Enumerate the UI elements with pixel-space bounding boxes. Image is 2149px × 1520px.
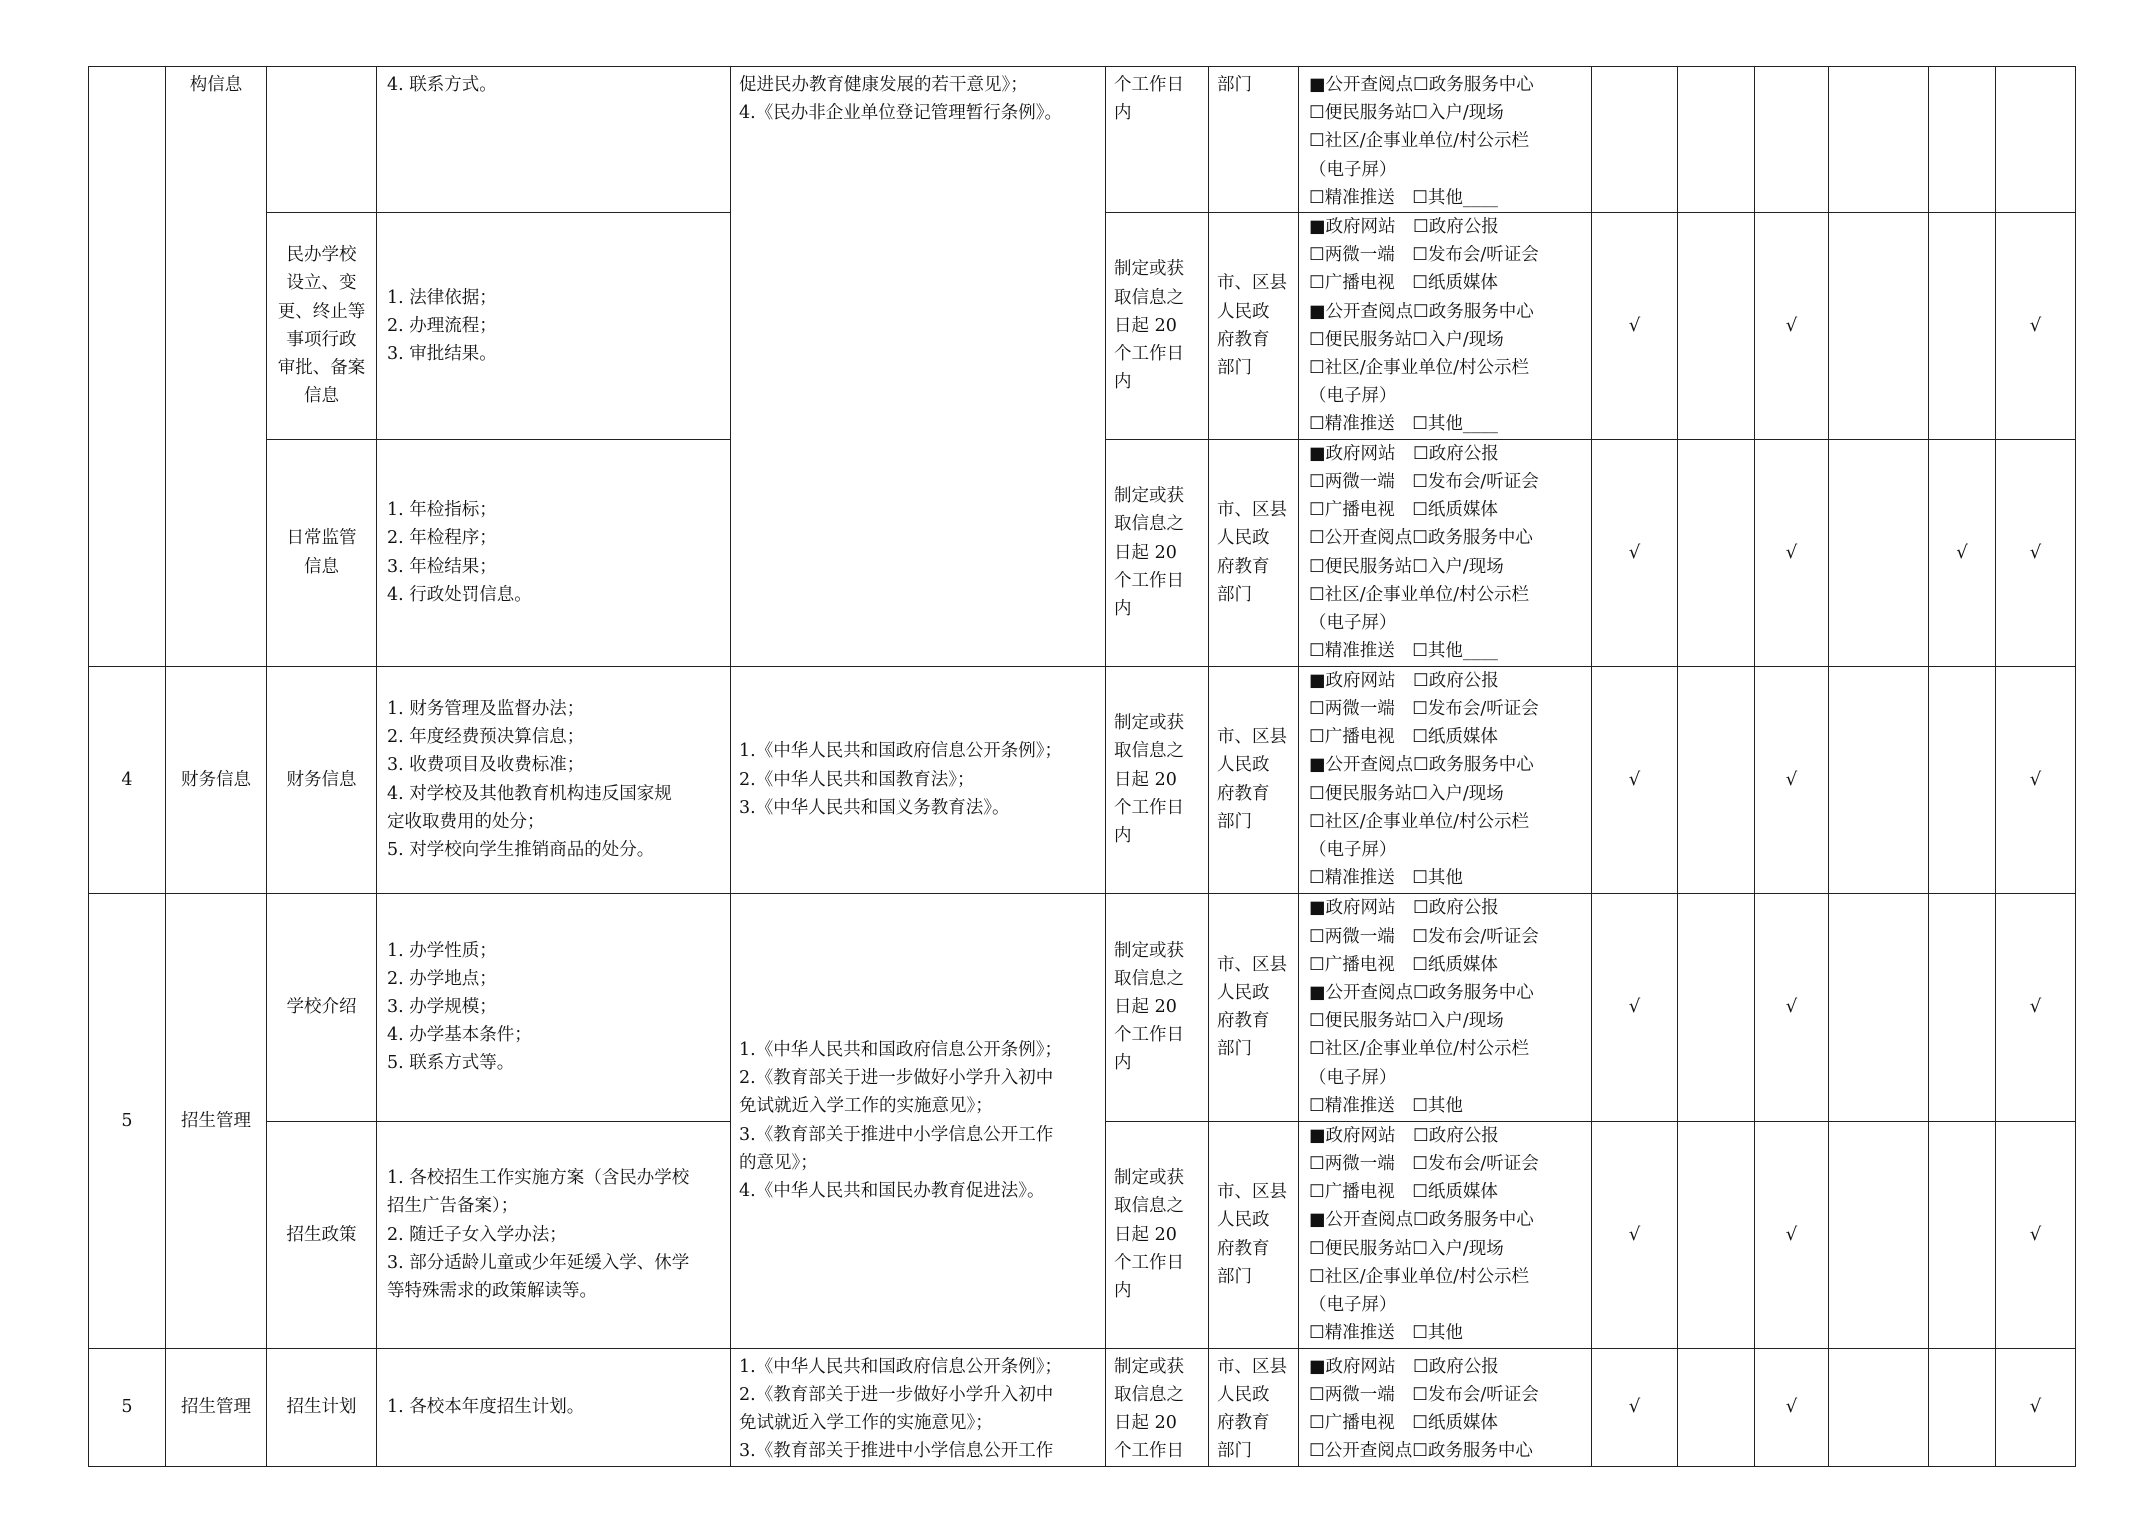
text-line: 制定或获 [1114,259,1184,280]
content-cell [377,1121,731,1348]
channel-option: ☐两微一端 ☐发布会/听证会 [1309,1154,1539,1175]
tick-mark: √ [1755,213,1829,440]
channels-cell [1299,439,1592,666]
content-cell [377,67,731,213]
tick-mark: √ [1929,439,1996,666]
text-line: 审批、备案 [277,358,366,379]
scope-cell [1678,213,1755,440]
text-line: 部门 [1217,1039,1252,1060]
channel-option: ☐便民服务站☐入户/现场 [1309,783,1504,804]
scope-cell [1829,67,1929,213]
channel-option: ☐广播电视 ☐纸质媒体 [1309,500,1498,521]
channel-option: ☐社区/企事业单位/村公示栏 [1309,811,1529,832]
scope-cell [1829,1348,1929,1466]
channel-option: （电子屏） [1309,159,1397,180]
text-line: 内 [1114,825,1132,846]
channels-cell [1299,1121,1592,1348]
category-cell: 构信息 [166,67,267,667]
text-line: 更、终止等 [277,301,366,322]
text-line: 信息 [304,556,339,577]
text-line: 取信息之 [1114,968,1184,989]
tick-mark: √ [1755,439,1829,666]
subcategory-cell [267,213,377,440]
channel-option: （电子屏） [1309,1067,1397,1088]
category-cell: 招生管理 [166,893,267,1348]
channel-option: ☐广播电视 ☐纸质媒体 [1309,954,1498,975]
channel-option: ☐精准推送 ☐其他 [1309,868,1463,889]
text-line: 1. 财务管理及监督办法； [387,699,585,720]
text-line: 1. 法律依据； [387,287,497,308]
tick-mark: √ [1592,439,1678,666]
table-row [89,666,2076,893]
text-line: 4. 行政处罚信息。 [387,584,532,605]
basis-cell [731,1348,1106,1466]
text-line: 人民政 [1217,755,1270,776]
scope-cell [1678,893,1755,1121]
number-cell: 5 [89,893,166,1348]
content-cell [377,1348,731,1466]
scope-cell [1929,213,1996,440]
channel-option: ☐广播电视 ☐纸质媒体 [1309,1182,1498,1203]
text-line: 内 [1114,598,1132,619]
tick-mark: √ [1755,666,1829,893]
text-line: 日起 20 [1114,542,1177,563]
text-line: 人民政 [1217,301,1270,322]
department-cell [1209,1348,1299,1466]
disclosure-table [88,66,2076,1467]
channel-option: ☐精准推送 ☐其他____ [1309,641,1498,662]
text-line: 制定或获 [1114,486,1184,507]
text-line: 个工作日 [1114,343,1184,364]
text-line: 5. 对学校向学生推销商品的处分。 [387,840,655,861]
text-line: 取信息之 [1114,1384,1184,1405]
channel-option: ☐公开查阅点☐政务服务中心 [1309,528,1533,549]
subcategory-cell: 招生计划 [267,1348,377,1466]
text-line: 内 [1114,372,1132,393]
text-line: 内 [1114,103,1132,124]
text-line: 2. 办学地点； [387,968,497,989]
text-line: 内 [1114,1280,1132,1301]
channel-option: ☐社区/企事业单位/村公示栏 [1309,358,1529,379]
scope-cell [1592,67,1678,213]
channel-option: ☐公开查阅点☐政务服务中心 [1309,1441,1533,1462]
channel-option: ☐精准推送 ☐其他 [1309,1095,1463,1116]
channel-option: ■政府网站 ☐政府公报 [1309,1125,1499,1146]
text-line: 2.《中华人民共和国教育法》； [739,769,975,790]
channel-option: ■公开查阅点☐政务服务中心 [1309,755,1534,776]
text-line: 部门 [1217,811,1252,832]
text-line: 取信息之 [1114,741,1184,762]
tick-mark: √ [1592,1348,1678,1466]
text-line: 人民政 [1217,528,1270,549]
channel-option: ☐便民服务站☐入户/现场 [1309,1011,1504,1032]
text-line: 市、区县 [1217,273,1287,294]
text-line: 1. 各校本年度招生计划。 [387,1397,585,1418]
channel-option: （电子屏） [1309,386,1397,407]
text-line: 2.《教育部关于进一步做好小学升入初中 [739,1384,1054,1405]
content-cell [377,893,731,1121]
text-line: 取信息之 [1114,514,1184,535]
text-line: 个工作日 [1114,797,1184,818]
table-row [89,67,2076,213]
text-line: 1. 办学性质； [387,940,497,961]
text-line: 3. 审批结果。 [387,343,497,364]
text-line: 市、区县 [1217,954,1287,975]
text-line: 府教育 [1217,1011,1270,1032]
channel-option: ☐广播电视 ☐纸质媒体 [1309,727,1498,748]
text-line: 制定或获 [1114,1356,1184,1377]
channel-option: ☐社区/企事业单位/村公示栏 [1309,131,1529,152]
channel-option: ☐社区/企事业单位/村公示栏 [1309,584,1529,605]
channel-option: ☐两微一端 ☐发布会/听证会 [1309,245,1539,266]
tick-mark: √ [1592,213,1678,440]
text-line: 个工作日 [1114,570,1184,591]
channel-option: ■政府网站 ☐政府公报 [1309,443,1499,464]
text-line: 事项行政 [286,329,357,350]
tick-mark: √ [1755,1348,1829,1466]
text-line: 4. 对学校及其他教育机构违反国家规 [387,783,672,804]
subcategory-cell: 财务信息 [267,666,377,893]
text-line: 等特殊需求的政策解读等。 [387,1280,597,1301]
text-line: 个工作日 [1114,1252,1184,1273]
text-line: 信息 [304,386,339,407]
number-cell: 5 [89,1348,166,1466]
text-line: 个工作日 [1114,1441,1184,1462]
tick-mark: √ [1592,1121,1678,1348]
scope-cell [1829,893,1929,1121]
tick-mark: √ [1996,439,2076,666]
text-line: 日起 20 [1114,997,1177,1018]
channel-option: ☐精准推送 ☐其他____ [1309,414,1498,435]
text-line: 取信息之 [1114,287,1184,308]
department-cell [1209,213,1299,440]
timeframe-cell [1106,1348,1209,1466]
channel-option: ■政府网站 ☐政府公报 [1309,898,1499,919]
content-cell [377,213,731,440]
channel-option: （电子屏） [1309,840,1397,861]
channel-option: ■政府网站 ☐政府公报 [1309,1356,1499,1377]
text-line: 个工作日 [1114,75,1184,95]
text-line: 3. 部分适龄儿童或少年延缓入学、休学 [387,1252,690,1273]
channel-option: （电子屏） [1309,613,1397,634]
text-line: 3. 年检结果； [387,556,497,577]
text-line: 日起 20 [1114,769,1177,790]
text-line: 2. 办理流程； [387,315,497,336]
scope-cell [1929,1121,1996,1348]
channel-option: ■政府网站 ☐政府公报 [1309,670,1499,691]
text-line: 1.《中华人民共和国政府信息公开条例》； [739,1040,1062,1061]
text-line: 2. 随迁子女入学办法； [387,1224,567,1245]
scope-cell [1929,893,1996,1121]
text-line: 1.《中华人民共和国政府信息公开条例》； [739,1356,1062,1377]
scope-cell [1829,213,1929,440]
tick-mark: √ [1996,213,2076,440]
basis-cell [731,666,1106,893]
text-line: 招生广告备案）； [387,1196,519,1217]
text-line: 取信息之 [1114,1196,1184,1217]
text-line: 人民政 [1217,982,1270,1003]
text-line: 日起 20 [1114,1413,1177,1434]
channel-option: ☐精准推送 ☐其他 [1309,1323,1463,1344]
text-line: 府教育 [1217,556,1270,577]
channel-option: ■政府网站 ☐政府公报 [1309,217,1499,238]
subcategory-cell: 学校介绍 [267,893,377,1121]
text-line: 市、区县 [1217,1356,1287,1377]
text-line: 3. 收费项目及收费标准； [387,755,585,776]
text-line: 3.《中华人民共和国义务教育法》。 [739,797,1010,818]
channel-option: ☐精准推送 ☐其他____ [1309,187,1498,208]
channels-cell [1299,67,1592,213]
text-line: 市、区县 [1217,500,1287,521]
text-line: 3. 办学规模； [387,997,497,1018]
text-line: 府教育 [1217,1238,1270,1259]
text-line: 府教育 [1217,1413,1270,1434]
channel-option: ☐便民服务站☐入户/现场 [1309,103,1504,124]
channels-cell [1299,666,1592,893]
text-line: 人民政 [1217,1384,1270,1405]
scope-cell [1678,67,1755,213]
channels-cell [1299,213,1592,440]
table-row [89,1348,2076,1466]
text-line: 制定或获 [1114,940,1184,961]
department-cell [1209,1121,1299,1348]
text-line: 部门 [1217,358,1252,379]
channel-option: ☐社区/企事业单位/村公示栏 [1309,1039,1529,1060]
subcategory-cell: 招生政策 [267,1121,377,1348]
text-line: 府教育 [1217,783,1270,804]
tick-mark: √ [1996,1121,2076,1348]
text-line: 1. 年检指标； [387,500,497,521]
text-line: 定收取费用的处分； [387,811,545,832]
category-cell: 招生管理 [166,1348,267,1466]
tick-mark: √ [1755,1121,1829,1348]
channel-option: ☐便民服务站☐入户/现场 [1309,1238,1504,1259]
channel-option: ■公开查阅点☐政务服务中心 [1309,75,1534,95]
department-cell [1209,439,1299,666]
channel-option: ☐广播电视 ☐纸质媒体 [1309,1413,1498,1434]
channel-option: ☐广播电视 ☐纸质媒体 [1309,273,1498,294]
scope-cell [1678,439,1755,666]
scope-cell [1755,67,1829,213]
text-line: 部门 [1217,584,1252,605]
scope-cell [1929,67,1996,213]
basis-cell [731,893,1106,1348]
tick-mark: √ [1996,666,2076,893]
text-line: 设立、变 [286,273,357,294]
channels-cell [1299,1348,1592,1466]
text-line: 4. 联系方式。 [387,75,497,95]
department-cell [1209,666,1299,893]
tick-mark: √ [1755,893,1829,1121]
department-cell [1209,893,1299,1121]
text-line: 4.《民办非企业单位登记管理暂行条例》。 [739,103,1062,124]
channel-option: ■公开查阅点☐政务服务中心 [1309,982,1534,1003]
text-line: 个工作日 [1114,1025,1184,1046]
content-cell [377,666,731,893]
timeframe-cell [1106,893,1209,1121]
text-line: 免试就近入学工作的实施意见》； [739,1413,993,1434]
table-row [89,893,2076,1121]
channel-option: ☐两微一端 ☐发布会/听证会 [1309,926,1539,947]
channel-option: ☐社区/企事业单位/村公示栏 [1309,1266,1529,1287]
scope-cell [1678,666,1755,893]
channel-option: ☐两微一端 ☐发布会/听证会 [1309,472,1539,493]
timeframe-cell [1106,213,1209,440]
scope-cell [1678,1348,1755,1466]
scope-cell [1996,67,2076,213]
scope-cell [1678,1121,1755,1348]
timeframe-cell [1106,67,1209,213]
scope-cell [1829,666,1929,893]
text-line: 2.《教育部关于进一步做好小学升入初中 [739,1068,1054,1089]
tick-mark: √ [1592,666,1678,893]
scope-cell [1829,439,1929,666]
channel-option: ☐便民服务站☐入户/现场 [1309,556,1504,577]
text-line: 部门 [1217,75,1252,95]
channel-option: （电子屏） [1309,1295,1397,1316]
tick-mark: √ [1592,893,1678,1121]
text-line: 市、区县 [1217,727,1287,748]
content-cell [377,439,731,666]
text-line: 3.《教育部关于推进中小学信息公开工作 [739,1441,1054,1462]
scope-cell [1929,1348,1996,1466]
tick-mark: √ [1996,893,2076,1121]
text-line: 制定或获 [1114,1168,1184,1189]
text-line: 府教育 [1217,329,1270,350]
text-line: 日起 20 [1114,1224,1177,1245]
category-cell: 财务信息 [166,666,267,893]
text-line: 1. 各校招生工作实施方案（含民办学校 [387,1168,690,1189]
number-cell: 4 [89,666,166,893]
timeframe-cell [1106,439,1209,666]
scope-cell [1929,666,1996,893]
channel-option: ☐两微一端 ☐发布会/听证会 [1309,699,1539,720]
text-line: 日常监管 [286,528,357,549]
text-line: 的意见》； [739,1152,818,1173]
text-line: 内 [1114,1053,1132,1074]
basis-cell [731,67,1106,667]
department-cell [1209,67,1299,213]
channel-option: ☐两微一端 ☐发布会/听证会 [1309,1384,1539,1405]
text-line: 日起 20 [1114,315,1177,336]
number-cell [89,67,166,667]
text-line: 免试就近入学工作的实施意见》； [739,1096,993,1117]
text-line: 2. 年检程序； [387,528,497,549]
subcategory-cell [267,439,377,666]
scope-cell [1829,1121,1929,1348]
text-line: 人民政 [1217,1210,1270,1231]
text-line: 促进民办教育健康发展的若干意见》； [739,75,1028,95]
timeframe-cell [1106,1121,1209,1348]
text-line: 5. 联系方式等。 [387,1053,515,1074]
channels-cell [1299,893,1592,1121]
text-line: 3.《教育部关于推进中小学信息公开工作 [739,1124,1054,1145]
text-line: 部门 [1217,1441,1252,1462]
tick-mark: √ [1996,1348,2076,1466]
text-line: 4.《中华人民共和国民办教育促进法》。 [739,1181,1045,1202]
subcategory-cell [267,67,377,213]
channel-option: ■公开查阅点☐政务服务中心 [1309,1210,1534,1231]
text-line: 4. 办学基本条件； [387,1025,532,1046]
channel-option: ☐便民服务站☐入户/现场 [1309,329,1504,350]
text-line: 部门 [1217,1266,1252,1287]
text-line: 制定或获 [1114,713,1184,734]
timeframe-cell [1106,666,1209,893]
text-line: 1.《中华人民共和国政府信息公开条例》； [739,741,1062,762]
text-line: 2. 年度经费预决算信息； [387,727,585,748]
channel-option: ■公开查阅点☐政务服务中心 [1309,301,1534,322]
text-line: 市、区县 [1217,1182,1287,1203]
text-line: 民办学校 [286,245,357,266]
